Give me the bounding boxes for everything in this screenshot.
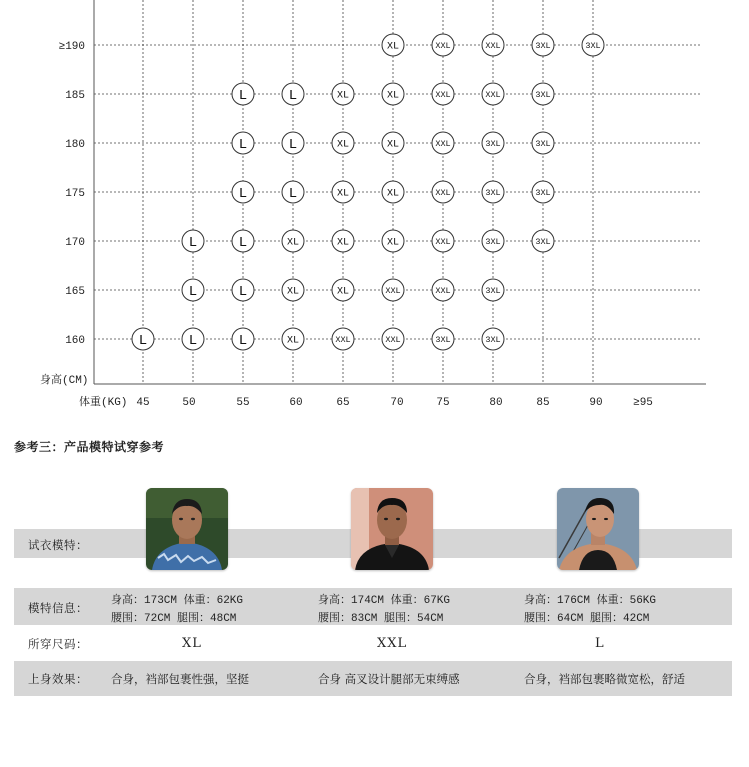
size-cell-label: 3XL: [485, 236, 501, 247]
model-photo-2: [351, 488, 433, 570]
size-cell: [382, 132, 404, 154]
size-cell-label: XXL: [435, 285, 451, 296]
size-cell: [382, 279, 404, 301]
model-2-effect: 合身 高叉设计腿部无束缚感: [318, 672, 460, 686]
size-cell-label: L: [238, 136, 248, 153]
size-cell-label: XXL: [335, 334, 351, 345]
size-cell: [482, 132, 504, 154]
size-cell: [432, 181, 454, 203]
size-cell-label: L: [288, 136, 298, 153]
size-cell-label: 3XL: [535, 187, 551, 198]
size-cell-label: L: [138, 332, 148, 349]
size-cell: [282, 328, 304, 350]
size-cell-label: L: [238, 283, 248, 300]
size-cell-label: XL: [386, 139, 400, 151]
model-1-effect: 合身，裆部包裹性强，坚挺: [111, 672, 249, 686]
model-3-effect: 合身，裆部包裹略微宽松，舒适: [524, 672, 685, 686]
size-cell: [282, 230, 304, 252]
x-axis-label: 体重(KG): [79, 397, 128, 409]
size-cell-label: XL: [386, 188, 400, 200]
x-tick-label: 45: [136, 397, 150, 409]
size-cell: [182, 279, 204, 301]
size-cell-label: L: [288, 87, 298, 104]
size-cell: [282, 132, 304, 154]
size-cell: [432, 230, 454, 252]
y-axis-label: 身高(CM): [40, 375, 89, 387]
model-2-info-line-2: 腰围：83CM 腿围：54CM: [318, 613, 444, 625]
model-3-size: L: [595, 636, 605, 651]
x-tick-label: ≥95: [633, 397, 653, 409]
size-cell-label: XL: [336, 286, 350, 298]
x-tick-label: 70: [390, 397, 404, 409]
model-3-info-line-2: 腰围：64CM 腿围：42CM: [524, 613, 650, 625]
size-cell-label: 3XL: [485, 138, 501, 149]
size-cell-label: 3XL: [535, 40, 551, 51]
size-cell-label: XL: [336, 139, 350, 151]
size-cell: [532, 34, 554, 56]
size-cell-label: 3XL: [485, 334, 501, 345]
model-1-info-line-1: 身高：173CM 体重：62KG: [111, 595, 244, 607]
size-cell-label: XXL: [435, 89, 451, 100]
size-cell-label: L: [188, 332, 198, 349]
size-cell-label: XXL: [435, 236, 451, 247]
size-cell-label: XL: [386, 237, 400, 249]
size-cell-label: XXL: [385, 285, 401, 296]
size-cell-label: L: [238, 234, 248, 251]
model-1-size: XL: [182, 636, 202, 651]
size-cell: [382, 181, 404, 203]
size-cell: [482, 181, 504, 203]
size-cell: [332, 83, 354, 105]
size-cell: [532, 132, 554, 154]
size-cell: [232, 230, 254, 252]
size-cell-label: L: [188, 283, 198, 300]
size-cell: [282, 181, 304, 203]
size-cell: [432, 34, 454, 56]
x-ticks: [136, 397, 653, 409]
size-cell: [482, 328, 504, 350]
size-cell-label: L: [238, 87, 248, 104]
size-cell-label: 3XL: [535, 236, 551, 247]
size-cell-label: XL: [336, 188, 350, 200]
x-tick-label: 80: [489, 397, 503, 409]
size-cell-label: XL: [286, 335, 300, 347]
size-cell: [582, 34, 604, 56]
size-cell: [332, 132, 354, 154]
section-title: 参考三：产品模特试穿参考: [14, 440, 165, 454]
size-cell-label: XXL: [485, 40, 501, 51]
size-cell: [182, 230, 204, 252]
x-tick-label: 65: [336, 397, 350, 409]
size-cell: [282, 279, 304, 301]
size-cell-label: L: [238, 185, 248, 202]
x-tick-label: 55: [236, 397, 250, 409]
size-cell: [232, 181, 254, 203]
size-cell: [232, 83, 254, 105]
size-cell-label: XL: [386, 41, 400, 53]
size-cell-label: L: [238, 332, 248, 349]
y-tick-label: 185: [65, 90, 85, 102]
size-cell: [382, 230, 404, 252]
size-cell: [432, 328, 454, 350]
size-cell: [532, 83, 554, 105]
size-cell-label: XL: [286, 286, 300, 298]
size-cell-label: XXL: [435, 187, 451, 198]
size-cell: [432, 83, 454, 105]
size-cell-label: XL: [336, 90, 350, 102]
y-tick-label: 170: [65, 237, 85, 249]
size-cell: [432, 279, 454, 301]
size-cell-label: L: [288, 185, 298, 202]
size-cell: [532, 181, 554, 203]
size-cell: [382, 328, 404, 350]
size-cell: [332, 181, 354, 203]
y-tick-label: 160: [65, 335, 85, 347]
model-photo-3: [557, 488, 639, 570]
model-3-info-line-1: 身高：176CM 体重：56KG: [524, 595, 657, 607]
size-cell: [382, 83, 404, 105]
y-ticks: [59, 41, 85, 347]
y-tick-label: 180: [65, 139, 85, 151]
size-cell: [232, 279, 254, 301]
size-cell: [332, 328, 354, 350]
effect-row-label: 上身效果：: [28, 672, 88, 686]
size-cell: [332, 279, 354, 301]
size-cell: [282, 83, 304, 105]
size-cell-label: L: [188, 234, 198, 251]
size-cell-label: XXL: [435, 40, 451, 51]
size-cell: [382, 34, 404, 56]
size-cell-label: XL: [286, 237, 300, 249]
x-tick-label: 50: [182, 397, 196, 409]
size-cell-label: XXL: [435, 138, 451, 149]
x-tick-label: 75: [436, 397, 450, 409]
size-row-label: 所穿尺码：: [28, 637, 88, 651]
size-cell-label: 3XL: [535, 138, 551, 149]
size-cell: [482, 230, 504, 252]
size-cell: [482, 34, 504, 56]
model-2-info-line-1: 身高：174CM 体重：67KG: [318, 595, 451, 607]
size-cell: [182, 328, 204, 350]
size-cell: [482, 279, 504, 301]
size-cell-label: 3XL: [485, 285, 501, 296]
size-cell: [132, 328, 154, 350]
size-cell: [232, 328, 254, 350]
model-1-info-line-2: 腰围：72CM 腿围：48CM: [111, 613, 237, 625]
model-photo-1: [146, 488, 228, 570]
size-cell-label: 3XL: [535, 89, 551, 100]
size-cell-label: XL: [386, 90, 400, 102]
x-tick-label: 85: [536, 397, 550, 409]
size-cell-label: XXL: [485, 89, 501, 100]
size-cell-label: 3XL: [485, 187, 501, 198]
model-row-label: 试衣模特：: [28, 538, 88, 552]
x-tick-label: 60: [289, 397, 303, 409]
size-cell: [332, 230, 354, 252]
size-cell-label: 3XL: [435, 334, 451, 345]
y-tick-label: ≥190: [58, 41, 85, 53]
size-cell-label: 3XL: [585, 40, 601, 51]
size-cell: [482, 83, 504, 105]
y-tick-label: 175: [65, 188, 85, 200]
y-tick-label: 165: [65, 286, 85, 298]
info-row-label: 模特信息：: [28, 601, 88, 615]
size-cell: [432, 132, 454, 154]
model-2-size: XXL: [377, 636, 408, 651]
size-cell: [532, 230, 554, 252]
size-cell: [232, 132, 254, 154]
x-tick-label: 90: [589, 397, 603, 409]
size-cell-label: XXL: [385, 334, 401, 345]
size-cell-label: XL: [336, 237, 350, 249]
